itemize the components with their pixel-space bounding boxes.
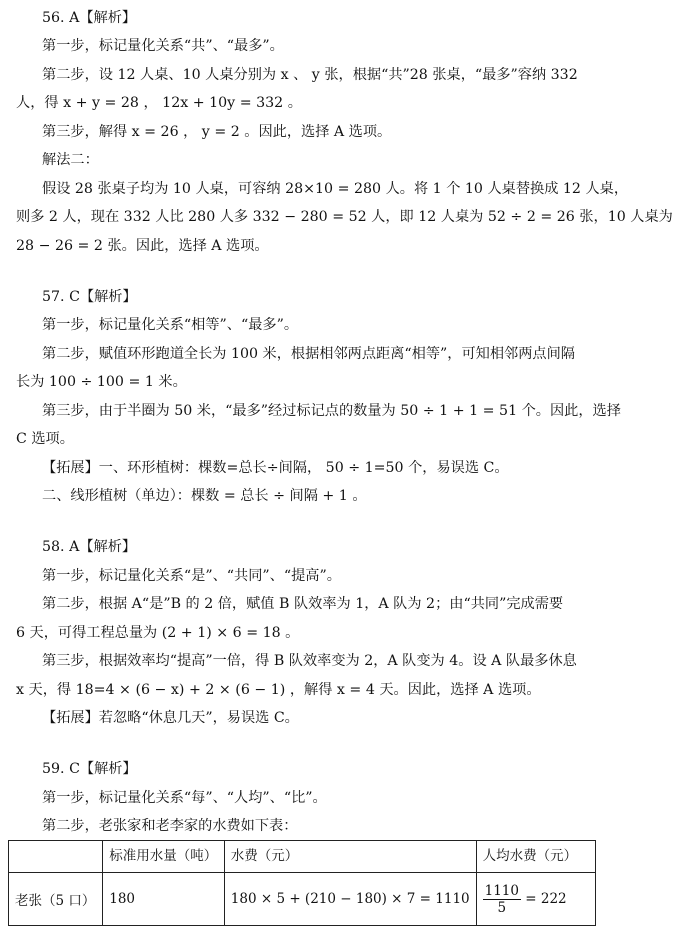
q57-step3: 第三步，由于半圈为 50 米，“最多”经过标记点的数量为 50 ÷ 1 + 1 = 51 个。因此，选择 — [42, 403, 621, 419]
row-fee: 180 × 5 + (210 − 180) × 7 = 1110 — [224, 873, 476, 926]
table-header-per-capita: 人均水费（元） — [476, 841, 595, 873]
q56-method2-title: 解法二： — [42, 152, 99, 168]
per-capita-result: = 222 — [525, 890, 567, 907]
q56-step2-cont: 人，得 x + y = 28 ， 12x + 10y = 332 。 — [16, 95, 302, 111]
q58-extension: 【拓展】若忽略“休息几天”，易误选 C。 — [42, 710, 299, 726]
q59-heading: 59. C【解析】 — [42, 761, 137, 777]
row-label: 老张（5 口） — [9, 873, 103, 926]
q57-heading: 57. C【解析】 — [42, 289, 137, 305]
q56-heading: 56. A【解析】 — [42, 10, 137, 26]
q58-step2-cont: 6 天，可得工程总量为 (2 + 1) × 6 = 18 。 — [16, 625, 300, 641]
q58-step2: 第二步，根据 A“是”B 的 2 倍，赋值 B 队效率为 1，A 队为 2；由“共同”完成需要 — [42, 596, 564, 612]
q58-heading: 58. A【解析】 — [42, 539, 137, 555]
table-header-empty — [9, 841, 103, 873]
fraction-denominator: 5 — [497, 899, 507, 916]
table-header-fee: 水费（元） — [224, 841, 476, 873]
q58-step3-cont: x 天，得 18=4 × (6 − x) + 2 × (6 − 1) ，解得 x = 4 天。因此，选择 A 选项。 — [16, 682, 541, 698]
table-row — [9, 873, 596, 926]
table-header-row — [9, 841, 596, 873]
q57-step1: 第一步，标记量化关系“相等”、“最多”。 — [42, 317, 299, 333]
water-fee-table — [8, 840, 596, 926]
q59-step1: 第一步，标记量化关系“每”、“人均”、“比”。 — [42, 790, 327, 806]
q56-step2: 第二步，设 12 人桌、10 人桌分别为 x 、 y 张，根据“共”28 张桌，“最多”容纳 332 — [42, 67, 578, 83]
row-standard: 180 — [103, 873, 225, 926]
per-capita-fraction — [483, 883, 521, 916]
q57-step2: 第二步，赋值环形跑道全长为 100 米，根据相邻两点距离“相等”，可知相邻两点间隔 — [42, 346, 575, 362]
q57-extension2: 二、线形植树（单边）：棵数 = 总长 ÷ 间隔 + 1 。 — [42, 488, 367, 504]
q57-step3-cont: C 选项。 — [16, 431, 74, 447]
q56-step1: 第一步，标记量化关系“共”、“最多”。 — [42, 38, 284, 54]
q59-step2: 第二步，老张家和老李家的水费如下表： — [42, 818, 298, 834]
table-header-standard: 标准用水量（吨） — [103, 841, 225, 873]
q56-method2-p1: 假设 28 张桌子均为 10 人桌，可容纳 28×10 = 280 人。将 1 个 10 人桌替换成 12 人桌， — [42, 181, 629, 197]
q58-step3: 第三步，根据效率均“提高”一倍，得 B 队效率变为 2，A 队变为 4。设 A 队最多休息 — [42, 653, 577, 669]
q58-step1: 第一步，标记量化关系“是”、“共同”、“提高”。 — [42, 568, 341, 584]
q57-extension1: 【拓展】一、环形植树：棵数=总长÷间隔， 50 ÷ 1=50 个，易误选 C。 — [42, 460, 509, 476]
q56-step3: 第三步，解得 x = 26 ， y = 2 。因此，选择 A 选项。 — [42, 124, 392, 140]
q56-method2-p2: 则多 2 人，现在 332 人比 280 人多 332 − 280 = 52 人，即 12 人桌为 52 ÷ 2 = 26 张，10 人桌为 — [16, 209, 673, 225]
q57-step2-cont: 长为 100 ÷ 100 = 1 米。 — [16, 374, 187, 390]
fraction-numerator: 1110 — [484, 882, 519, 899]
q56-method2-p3: 28 − 26 = 2 张。因此，选择 A 选项。 — [16, 238, 269, 254]
row-per-capita — [476, 873, 595, 926]
